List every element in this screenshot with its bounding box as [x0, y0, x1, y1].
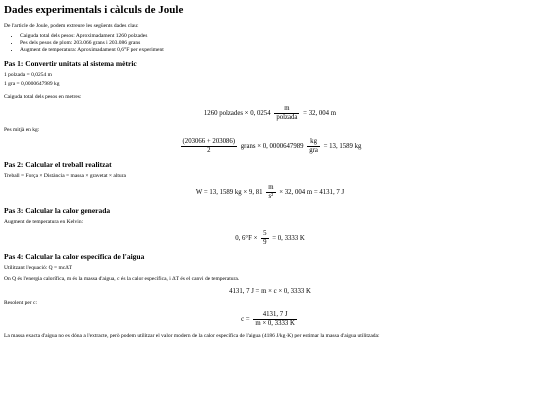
conversion-inch: 1 polzada = 0,0254 m — [4, 72, 52, 79]
fraction-denominator: m × 0, 3333 K — [255, 320, 295, 328]
fraction-denominator: gra — [309, 147, 318, 155]
fraction-denominator: 2 — [207, 147, 211, 155]
list-item: • Caiguda total dels pesos: Aproximadament 1260 polzades — [20, 33, 536, 40]
fraction-numerator: (203066 + 203086) — [182, 138, 236, 146]
equation-heat: 4131, 7 J = m × c × 0, 3333 K — [229, 287, 311, 295]
fraction — [307, 138, 320, 155]
footer-text: La massa exacta d'aigua no es dóna a l'extracte, però podem utilitzar el valor modern de la calor específica de l'aigua (4186 J/kg·K) per estimar la massa d'aigua utilitzada: — [4, 333, 380, 340]
step1-heading: Pas 1: Convertir unitats al sistema mètric — [4, 59, 137, 69]
fraction-numerator: 4131, 7 J — [253, 311, 297, 320]
data-list — [4, 33, 536, 54]
equation-intro: Utilitzant l'equació: Q = mcΔT — [4, 265, 73, 272]
temperature-text: Augment de temperatura en Kelvin: — [4, 219, 84, 226]
fraction-denominator: polzada — [276, 114, 298, 122]
list-item: • Pes dels pesos de plom: 203.066 grans i 203.086 grans — [20, 40, 536, 47]
equation-mass — [4, 138, 536, 155]
list-item: • Augment de temperatura: Aproximadament 0,6°F per experiment — [20, 47, 536, 54]
solve-text: Resolent per c: — [4, 300, 37, 307]
equation-part: c = — [241, 316, 250, 324]
fraction-numerator: m — [268, 184, 274, 192]
fraction-numerator: kg — [307, 138, 320, 147]
mass-text: Pes mitjà en kg: — [4, 126, 40, 133]
work-formula: Treball = Força × Distància = massa × gravetat × altura — [4, 172, 126, 179]
fraction — [261, 230, 268, 247]
fraction — [274, 105, 299, 122]
equation-work — [4, 184, 536, 201]
fraction — [181, 138, 238, 155]
intro-text: De l'article de Joule, podem extreure les següents dades clau: — [4, 23, 139, 30]
equation-drop — [4, 105, 536, 122]
page-title: Dades experimentals i càlculs de Joule — [4, 4, 184, 16]
equation-part: grans × 0, 0000647989 — [240, 143, 304, 151]
equation-part: = 0, 3333 K — [272, 235, 305, 243]
step4-heading: Pas 4: Calcular la calor específica de l'aigua — [4, 252, 145, 262]
equation-part: 0, 6°F × — [235, 235, 258, 243]
fraction — [253, 311, 297, 328]
equation-part: 1260 polzades × 0, 0254 — [203, 110, 271, 118]
drop-text: Caiguda total dels pesos en metres: — [4, 93, 82, 100]
fraction-denominator: s² — [268, 193, 274, 201]
fraction-numerator: 5 — [263, 230, 267, 238]
step2-heading: Pas 2: Calcular el treball realitzat — [4, 159, 112, 169]
fraction-numerator: m — [274, 105, 299, 114]
equation-part: × 32, 004 m = 4131, 7 J — [279, 189, 345, 197]
equation-specific-heat — [4, 311, 536, 328]
equation-temperature — [4, 230, 536, 247]
variables-text: On Q és l'energia calorífica, m és la massa d'aigua, c és la calor específica, i ΔT és el canvi de temperatura. — [4, 276, 240, 283]
equation-part: = 13, 1589 kg — [323, 143, 362, 151]
conversion-grain: 1 gra = 0,0000647989 kg — [4, 81, 60, 88]
fraction-denominator: 9 — [263, 239, 267, 247]
equation-part: = 32, 004 m — [303, 110, 337, 118]
step3-heading: Pas 3: Calcular la calor generada — [4, 206, 111, 216]
fraction — [266, 184, 275, 201]
equation-part: W = 13, 1589 kg × 9, 81 — [195, 189, 263, 197]
